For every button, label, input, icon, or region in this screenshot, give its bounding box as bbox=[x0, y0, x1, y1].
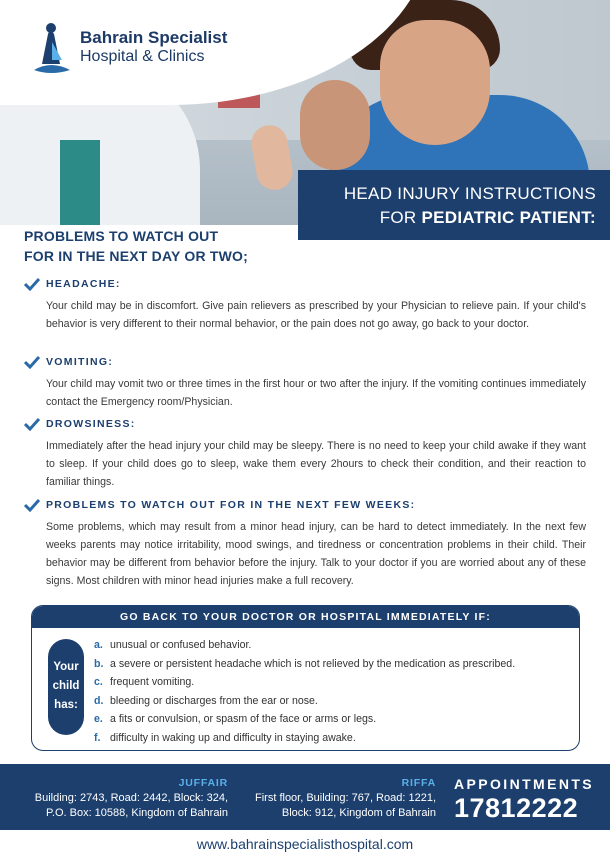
footer bbox=[0, 764, 610, 830]
go-back-title: GO BACK TO YOUR DOCTOR OR HOSPITAL IMMEDIATELY IF: bbox=[32, 606, 579, 628]
section-vomiting bbox=[24, 354, 586, 411]
list-item: b. a severe or persistent headache which is not relieved by the medication as prescribed. bbox=[94, 657, 516, 670]
section-heading: DROWSINESS: bbox=[46, 418, 136, 430]
section-body: Your child may be in discomfort. Give pain relievers as prescribed by your Physician to relieve pain. If your child's behavior is very different to their normal behavior, or the pain does not go away, go back to your doctor. bbox=[46, 300, 586, 330]
check-icon bbox=[24, 498, 40, 512]
section-body: Some problems, which may result from a minor head injury, can be hard to detect immediately. In the next few weeks parents may notice irritability, mood swings, and tiredness or concentration problems in their child. Their behavior may be different from behavior before the injury. Talk to your doctor if you are worried about any of these signs. Most children with minor head injuries make a full recovery. bbox=[46, 521, 586, 587]
juffair-address: JUFFAIR Building: 2743, Road: 2442, Block: 324, P.O. Box: 10588, Kingdom of Bahrain bbox=[18, 776, 228, 821]
check-icon bbox=[24, 355, 40, 369]
check-icon bbox=[24, 417, 40, 431]
your-child-has-badge: Your child has: bbox=[48, 639, 84, 735]
appointments-phone[interactable]: 17812222 bbox=[454, 793, 579, 823]
section-body: Your child may vomit two or three times in the first hour or two after the injury. If the vomiting continues immediately contact the Emergency room/Physician. bbox=[46, 378, 586, 408]
section-headache bbox=[24, 276, 586, 333]
symptom-list bbox=[94, 636, 515, 747]
section-heading: VOMITING: bbox=[46, 356, 114, 368]
brand-subname: Hospital & Clinics bbox=[80, 48, 205, 65]
juffair-label: JUFFAIR bbox=[178, 777, 228, 789]
list-item: e. a fits or convulsion, or spasm of the face or arms or legs. bbox=[94, 713, 377, 725]
riffa-address: RIFFA First floor, Building: 767, Road: 1221, Block: 912, Kingdom of Bahrain bbox=[236, 776, 436, 821]
section-heading: PROBLEMS TO WATCH OUT FOR IN THE NEXT FEW WEEKS: bbox=[46, 499, 416, 511]
title-line1: HEAD INJURY INSTRUCTIONS bbox=[343, 184, 596, 203]
list-item: d. bleeding or discharges from the ear or nose. bbox=[94, 694, 318, 707]
hospital-logo-icon bbox=[28, 20, 74, 74]
list-item: c. frequent vomiting. bbox=[94, 676, 195, 688]
list-item: a. unusual or confused behavior. bbox=[94, 639, 252, 651]
section-drowsiness bbox=[24, 416, 586, 491]
appointments-label: APPOINTMENTS bbox=[454, 776, 595, 792]
list-item: f. difficulty in waking up and difficulty in staying awake. bbox=[94, 731, 356, 744]
title-line2: FOR PEDIATRIC PATIENT: bbox=[379, 208, 596, 227]
brand-name: Bahrain Specialist bbox=[80, 28, 228, 47]
section-next-few-weeks bbox=[24, 497, 586, 590]
go-back-box bbox=[31, 605, 580, 751]
website-link[interactable]: www.bahrainspecialisthospital.com bbox=[196, 836, 414, 852]
document-title bbox=[298, 170, 610, 240]
riffa-label: RIFFA bbox=[401, 777, 436, 789]
main-heading: PROBLEMS TO WATCH OUT FOR IN THE NEXT DAY OR TWO; bbox=[24, 228, 248, 264]
section-body: Immediately after the head injury your child may be sleepy. There is no need to keep your child awake if they want to sleep. If your child does go to sleep, wake them every 2hours to check their condition, and their reaction to familiar things. bbox=[46, 440, 586, 488]
section-heading: HEADACHE: bbox=[46, 278, 121, 290]
appointments bbox=[454, 776, 594, 824]
check-icon bbox=[24, 277, 40, 291]
